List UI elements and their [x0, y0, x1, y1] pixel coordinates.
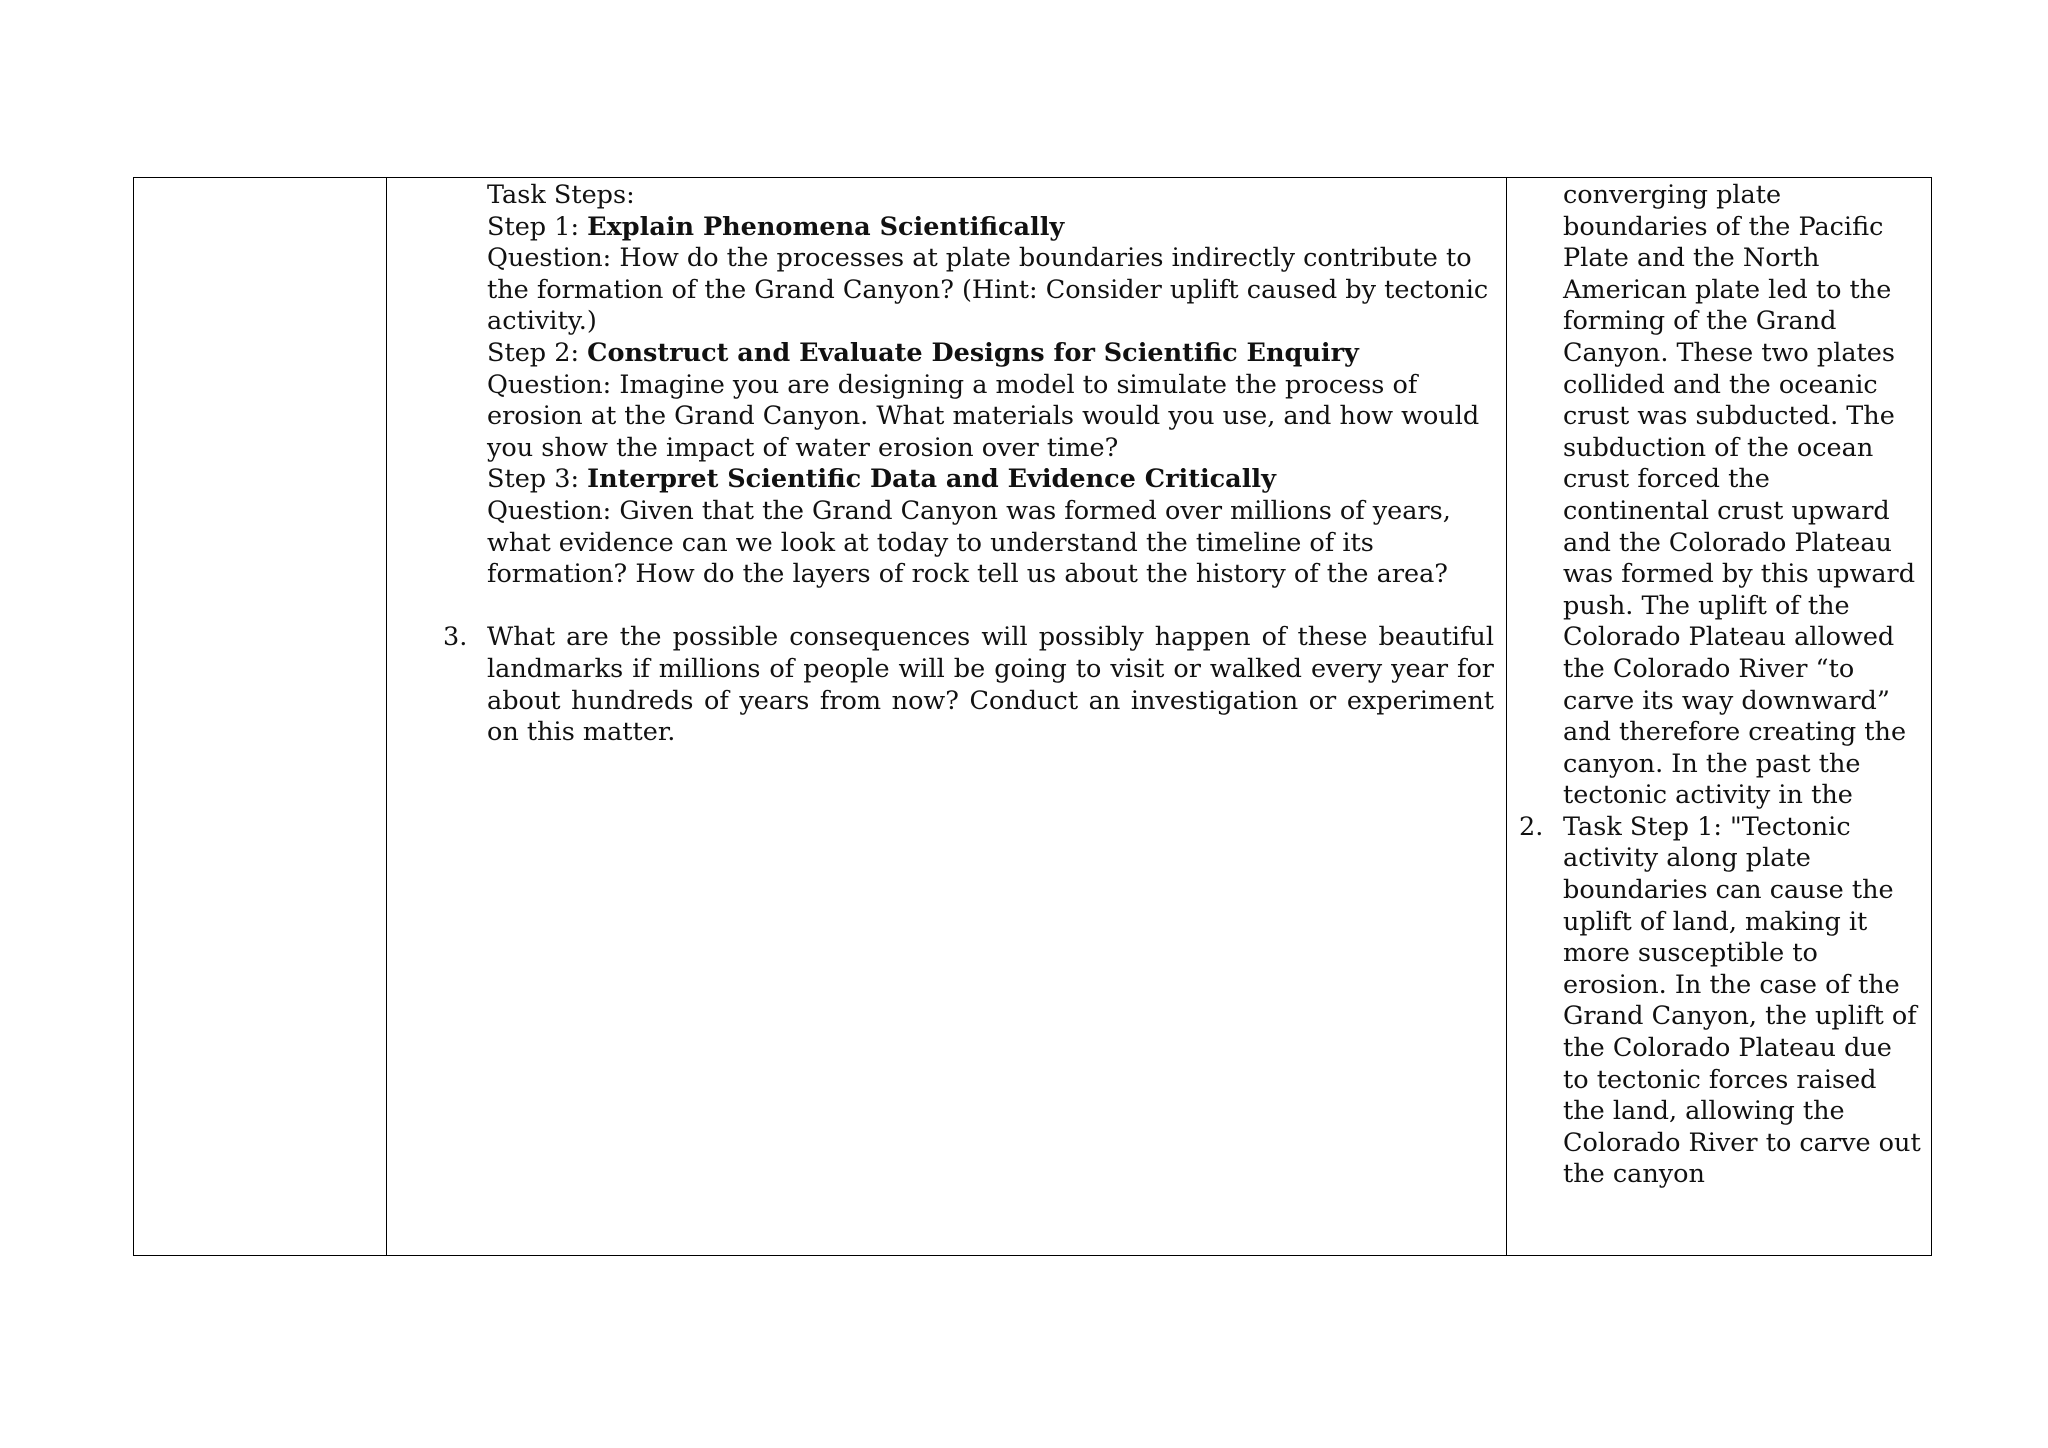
step-2-heading — [487, 338, 1494, 370]
step-1-prefix: Step 1: — [487, 211, 588, 242]
list-item-3 — [443, 622, 1494, 748]
table-row — [134, 178, 1932, 1256]
step-3-heading — [487, 464, 1494, 496]
list-item-3-text: What are the possible consequences will possibly happen of these beautiful landmarks if millions of people will be going to visit or walked every year for about hundreds of years from now? Conduct an investigation or experiment on this matter. — [487, 622, 1494, 748]
paragraph-spacer — [487, 591, 1494, 623]
answer-cell — [1507, 178, 1932, 1256]
step-1-heading — [487, 212, 1494, 244]
answer-content — [1507, 178, 1931, 1191]
content-table — [133, 177, 1932, 1256]
step-2-question: Question: Imagine you are designing a model to simulate the process of erosion at the Grand Canyon. What materials would you use, and how would you show the impact of water erosion over time? — [487, 369, 1480, 463]
answer-continued-text: converging plate boundaries of the Pacific Plate and the North American plate led to the forming of the Grand Canyon. These two plates collided and the oceanic crust was subducted. The subduction of the ocean crust forced the continental crust upward and the Colorado Plateau was formed by this upward push. The uplift of the Colorado Plateau allowed the Colorado River “to carve its way downward” and therefore creating the canyon. In the past the tectonic activity in the — [1563, 180, 1916, 811]
task-steps-label: Task Steps: — [487, 180, 635, 210]
task-steps-content — [387, 178, 1506, 749]
list-item-2-number: 2. — [1519, 811, 1544, 842]
step-2-prefix: Step 2: — [487, 337, 588, 368]
step-3-question: Question: Given that the Grand Canyon was formed over millions of years, what evidence can we look at today to understand the timeline of its formation? How do the layers of rock tell us about the history of the area? — [487, 495, 1451, 590]
step-3-prefix: Step 3: — [487, 464, 588, 495]
task-steps-cell — [387, 178, 1507, 1256]
step-1-title: Explain Phenomena Scientifically — [587, 211, 1065, 242]
empty-left-cell — [134, 178, 387, 1256]
step-2-title: Construct and Evaluate Designs for Scientific Enquiry — [587, 337, 1359, 368]
step-1-question: Question: How do the processes at plate boundaries indirectly contribute to the formation of the Grand Canyon? (Hint: Consider uplift caused by tectonic activity.) — [487, 243, 1489, 337]
list-item-2-text: Task Step 1: "Tectonic activity along plate boundaries can cause the uplift of land, making it more susceptible to erosion. In the case of the Grand Canyon, the uplift of the Colorado Plateau due to tectonic forces raised the land, allowing the Colorado River to carve out the canyon — [1563, 811, 1921, 1190]
step-3-title: Interpret Scientific Data and Evidence Critically — [587, 464, 1276, 495]
list-item-3-number: 3. — [443, 622, 468, 653]
list-item-2 — [1519, 811, 1921, 1191]
